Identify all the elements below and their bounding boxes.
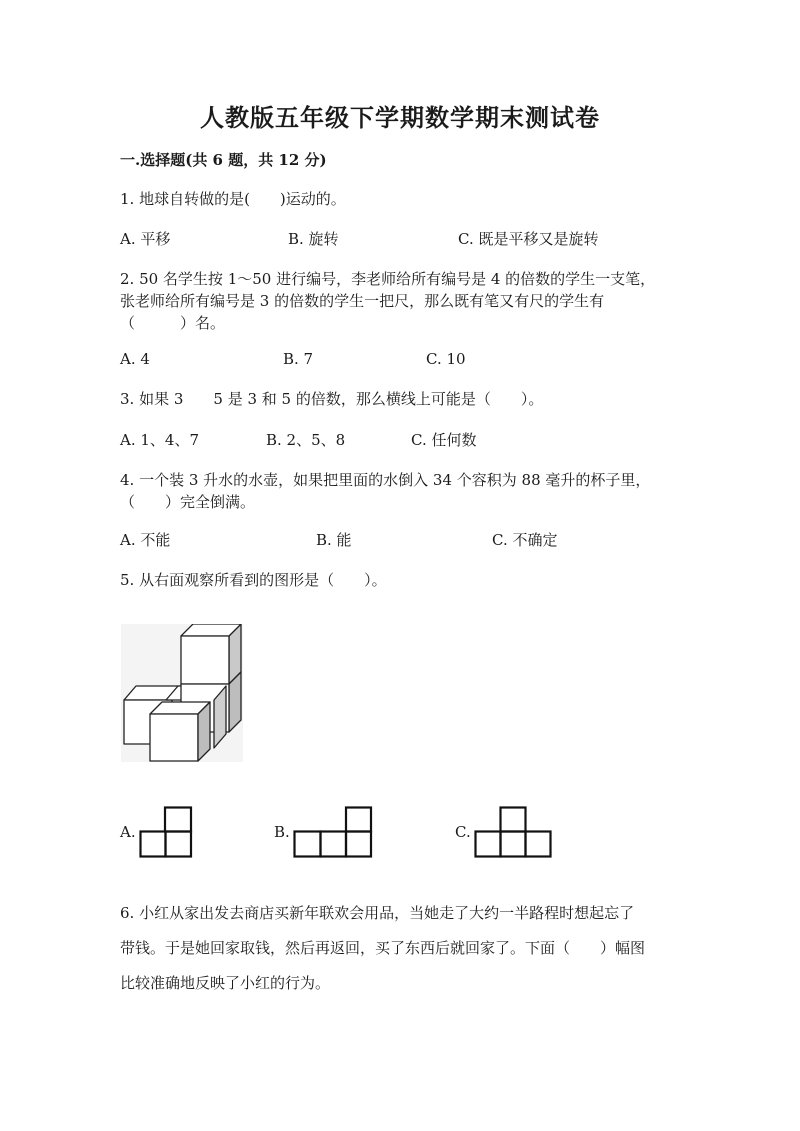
question-2-option-b[interactable]: B. 7 [283, 350, 314, 368]
question-5-option-b[interactable]: B. [274, 823, 290, 841]
question-2-option-c[interactable]: C. 10 [426, 350, 466, 368]
section-heading: 一.选择题(共 6 题，共 12 分) [120, 151, 327, 169]
question-5-option-a[interactable]: A. [120, 823, 136, 841]
question-3-option-b[interactable]: B. 2、5、8 [266, 431, 346, 449]
question-5-option-c[interactable]: C. [455, 823, 471, 841]
option-a-shape [139, 806, 193, 858]
question-6-line-2: 带钱。于是她回家取钱，然后再返回，买了东西后就回家了。下面（ ）幅图 [120, 939, 646, 957]
page-title: 人教版五年级下学期数学期末测试卷 [200, 103, 600, 132]
question-1-option-a[interactable]: A. 平移 [120, 230, 171, 248]
question-3-option-a[interactable]: A. 1、4、7 [120, 431, 199, 449]
question-4-option-b[interactable]: B. 能 [316, 531, 352, 549]
question-2-option-a[interactable]: A. 4 [120, 350, 150, 368]
option-c-shape [474, 806, 552, 858]
question-6-line-1: 6. 小红从家出发去商店买新年联欢会用品，当她走了大约一半路程时想起忘了 [120, 904, 635, 922]
question-4-line-2: （ ）完全倒满。 [120, 493, 256, 511]
option-b-shape [293, 806, 373, 858]
question-4-option-c[interactable]: C. 不确定 [492, 531, 558, 549]
question-2-line-1: 2. 50 名学生按 1～50 进行编号，李老师给所有编号是 4 的倍数的学生一支笔， [120, 270, 656, 288]
question-1-option-b[interactable]: B. 旋转 [288, 230, 339, 248]
question-3-text: 3. 如果 3 5 是 3 和 5 的倍数，那么横线上可能是（ ）。 [120, 390, 544, 408]
question-1-option-c[interactable]: C. 既是平移又是旋转 [458, 230, 599, 248]
question-1-text: 1. 地球自转做的是( )运动的。 [120, 190, 346, 208]
cube-stack-figure [121, 624, 243, 762]
question-4-line-1: 4. 一个装 3 升水的水壶，如果把里面的水倒入 34 个容积为 88 毫升的杯子里， [120, 471, 651, 489]
question-2-line-2: 张老师给所有编号是 3 的倍数的学生一把尺，那么既有笔又有尺的学生有 [120, 292, 605, 310]
question-5-text: 5. 从右面观察所看到的图形是（ ）。 [120, 571, 387, 589]
question-6-line-3: 比较准确地反映了小红的行为。 [120, 974, 331, 992]
question-2-line-3: （ ）名。 [120, 314, 226, 332]
question-3-option-c[interactable]: C. 任何数 [411, 431, 477, 449]
question-4-option-a[interactable]: A. 不能 [120, 531, 171, 549]
